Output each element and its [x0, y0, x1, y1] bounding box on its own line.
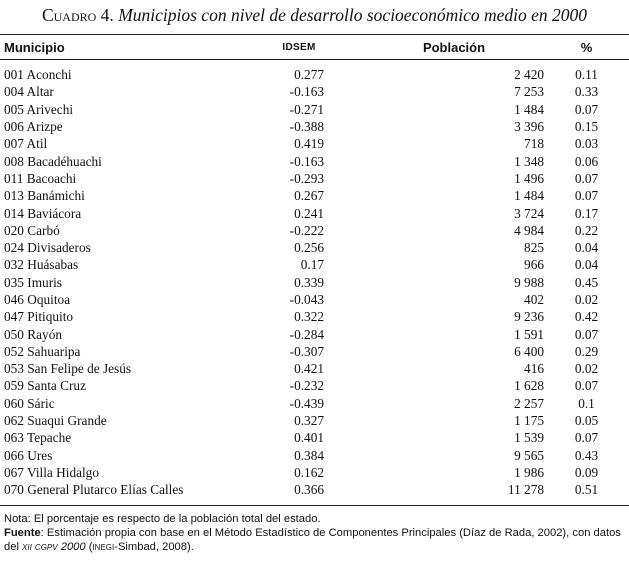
poblacion-cell: 3 724	[514, 205, 544, 221]
municipio-cell: 066 Ures	[4, 447, 53, 463]
table-row	[0, 447, 629, 464]
percent-cell: 0.11	[575, 67, 598, 83]
municipio-cell: 006 Arizpe	[4, 119, 63, 135]
percent-cell: 0.15	[574, 119, 599, 135]
source-inegi: inegi	[92, 541, 115, 553]
idsem-cell: -0.284	[289, 326, 324, 342]
table-caption: Municipios con nivel de desarrollo socioeconómico medio en 2000	[118, 5, 588, 25]
percent-cell: 0.07	[574, 188, 599, 204]
table-row	[0, 325, 629, 342]
municipio-cell: 008 Bacadéhuachi	[4, 153, 102, 169]
source-end: -Simbad, 2008).	[114, 541, 194, 553]
percent-cell: 0.22	[574, 222, 599, 238]
poblacion-cell: 1 539	[514, 430, 544, 446]
idsem-cell: -0.293	[289, 170, 324, 186]
top-rule	[0, 34, 629, 35]
idsem-cell: -0.163	[289, 84, 324, 100]
poblacion-cell: 3 396	[514, 119, 544, 135]
municipio-cell: 067 Villa Hidalgo	[4, 464, 99, 480]
idsem-cell: -0.307	[289, 343, 324, 359]
bottom-rule	[0, 505, 629, 506]
municipio-cell: 063 Tepache	[4, 430, 72, 446]
source-label: Fuente	[4, 527, 41, 539]
idsem-cell: -0.163	[289, 153, 324, 169]
idsem-cell: 0.277	[294, 67, 324, 83]
poblacion-cell: 1 591	[514, 326, 544, 342]
municipio-cell: 059 Santa Cruz	[4, 378, 86, 394]
table-label: Cuadro 4.	[41, 5, 114, 25]
municipio-cell: 014 Baviácora	[4, 205, 82, 221]
percent-cell: 0.03	[574, 136, 599, 152]
percent-cell: 0.07	[574, 430, 599, 446]
idsem-cell: 0.256	[294, 240, 324, 256]
idsem-cell: 0.241	[294, 205, 324, 221]
idsem-cell: 0.17	[300, 257, 324, 273]
source-body: : Estimación propia con base en el Método Estadístico de Componentes Principales (Díaz de Rada, 2002), con datos del	[4, 527, 621, 553]
poblacion-cell: 1 175	[514, 413, 544, 429]
idsem-cell: 0.421	[294, 361, 324, 377]
municipio-cell: 060 Sáric	[4, 395, 55, 411]
poblacion-cell: 4 984	[514, 222, 544, 238]
table-row	[0, 429, 629, 446]
table-row	[0, 101, 629, 118]
poblacion-cell: 1 348	[514, 153, 544, 169]
percent-cell: 0.06	[574, 153, 599, 169]
municipio-cell: 050 Rayón	[4, 326, 62, 342]
poblacion-cell: 7 253	[514, 84, 544, 100]
percent-cell: 0.45	[574, 274, 599, 290]
table-row	[0, 204, 629, 221]
table-row	[0, 66, 629, 83]
municipio-cell: 047 Pitiquito	[4, 309, 74, 325]
poblacion-cell: 966	[524, 257, 544, 273]
table-row	[0, 360, 629, 377]
source-mid: (	[85, 541, 93, 553]
idsem-cell: -0.388	[289, 119, 324, 135]
percent-cell: 0.02	[574, 361, 599, 377]
header-row	[0, 37, 629, 58]
municipio-cell: 004 Altar	[4, 84, 54, 100]
table-row	[0, 222, 629, 239]
municipio-cell: 035 Imuris	[4, 274, 62, 290]
table-row	[0, 308, 629, 325]
idsem-cell: 0.327	[294, 413, 324, 429]
table-row	[0, 83, 629, 100]
idsem-cell: 0.162	[294, 464, 324, 480]
percent-cell: 0.43	[574, 447, 599, 463]
col-percent-header: %	[580, 40, 593, 55]
idsem-cell: 0.267	[294, 188, 324, 204]
poblacion-cell: 6 400	[514, 343, 544, 359]
table-row	[0, 274, 629, 291]
municipio-cell: 011 Bacoachi	[4, 170, 77, 186]
poblacion-cell: 402	[524, 292, 544, 307]
table-row	[0, 481, 629, 498]
percent-cell: 0.02	[574, 292, 599, 307]
table-row	[0, 412, 629, 429]
table-notes	[4, 512, 626, 554]
table-row	[0, 239, 629, 256]
percent-cell: 0.33	[574, 84, 599, 100]
table-row	[0, 152, 629, 169]
municipio-cell: 070 General Plutarco Elías Calles	[4, 482, 184, 498]
poblacion-cell: 9 236	[514, 309, 544, 325]
table-row	[0, 377, 629, 394]
municipio-cell: 046 Oquitoa	[4, 292, 71, 307]
municipio-cell: 005 Arivechi	[4, 101, 74, 117]
municipio-cell: 007 Atil	[4, 136, 48, 152]
table-row	[0, 464, 629, 481]
percent-cell: 0.04	[574, 257, 599, 273]
table-row	[0, 291, 629, 308]
poblacion-cell: 718	[524, 136, 544, 152]
col-poblacion-header: Población	[422, 40, 486, 55]
percent-cell: 0.42	[574, 309, 599, 325]
idsem-cell: 0.401	[294, 430, 324, 446]
data-table	[0, 37, 629, 498]
table-row	[0, 187, 629, 204]
idsem-cell: -0.271	[289, 101, 324, 117]
poblacion-cell: 1 484	[514, 101, 544, 117]
table-row	[0, 135, 629, 152]
table-title	[0, 5, 629, 25]
percent-cell: 0.04	[574, 240, 599, 256]
percent-cell: 0.1	[578, 395, 595, 411]
poblacion-cell: 11 278	[507, 482, 544, 498]
poblacion-cell: 1 628	[514, 378, 544, 394]
table-row	[0, 118, 629, 135]
poblacion-cell: 1 496	[514, 170, 544, 186]
percent-cell: 0.17	[574, 205, 599, 221]
municipio-cell: 013 Banámichi	[4, 188, 85, 204]
poblacion-cell: 1 986	[514, 464, 544, 480]
table-row	[0, 170, 629, 187]
idsem-cell: -0.222	[289, 222, 324, 238]
percent-cell: 0.07	[574, 170, 599, 186]
idsem-cell: -0.232	[289, 378, 324, 394]
idsem-cell: 0.366	[294, 482, 324, 498]
idsem-cell: -0.043	[289, 292, 324, 307]
poblacion-cell: 9 988	[514, 274, 544, 290]
poblacion-cell: 9 565	[514, 447, 544, 463]
poblacion-cell: 2 257	[514, 395, 544, 411]
table-row	[0, 256, 629, 273]
note-text: Nota: El porcentaje es respecto de la población total del estado.	[4, 513, 321, 525]
percent-cell: 0.51	[574, 482, 599, 498]
table-row	[0, 343, 629, 360]
col-idsem-header: IDSEM	[282, 42, 316, 53]
municipio-cell: 024 Divisaderos	[4, 240, 91, 256]
poblacion-cell: 825	[524, 240, 544, 256]
percent-cell: 0.05	[574, 413, 599, 429]
percent-cell: 0.07	[574, 101, 599, 117]
municipio-cell: 062 Suaqui Grande	[4, 413, 107, 429]
municipio-cell: 053 San Felipe de Jesús	[4, 361, 132, 377]
table-row	[0, 395, 629, 412]
idsem-cell: -0.439	[289, 395, 324, 411]
poblacion-cell: 1 484	[514, 188, 544, 204]
col-municipio-header: Municipio	[4, 40, 65, 55]
municipio-cell: 052 Sahuaripa	[4, 343, 81, 359]
idsem-cell: 0.322	[294, 309, 324, 325]
municipio-cell: 020 Carbó	[4, 222, 60, 238]
poblacion-cell: 2 420	[514, 67, 544, 83]
municipio-cell: 032 Huásabas	[4, 257, 79, 273]
percent-cell: 0.29	[574, 343, 599, 359]
idsem-cell: 0.339	[294, 274, 324, 290]
percent-cell: 0.07	[574, 378, 599, 394]
percent-cell: 0.09	[574, 464, 599, 480]
percent-cell: 0.07	[574, 326, 599, 342]
poblacion-cell: 416	[524, 361, 544, 377]
idsem-cell: 0.419	[294, 136, 324, 152]
table-body	[0, 66, 629, 498]
source-text	[4, 526, 626, 554]
source-census: xii cgpv 2000	[22, 541, 86, 553]
idsem-cell: 0.384	[294, 447, 324, 463]
municipio-cell: 001 Aconchi	[4, 67, 72, 83]
